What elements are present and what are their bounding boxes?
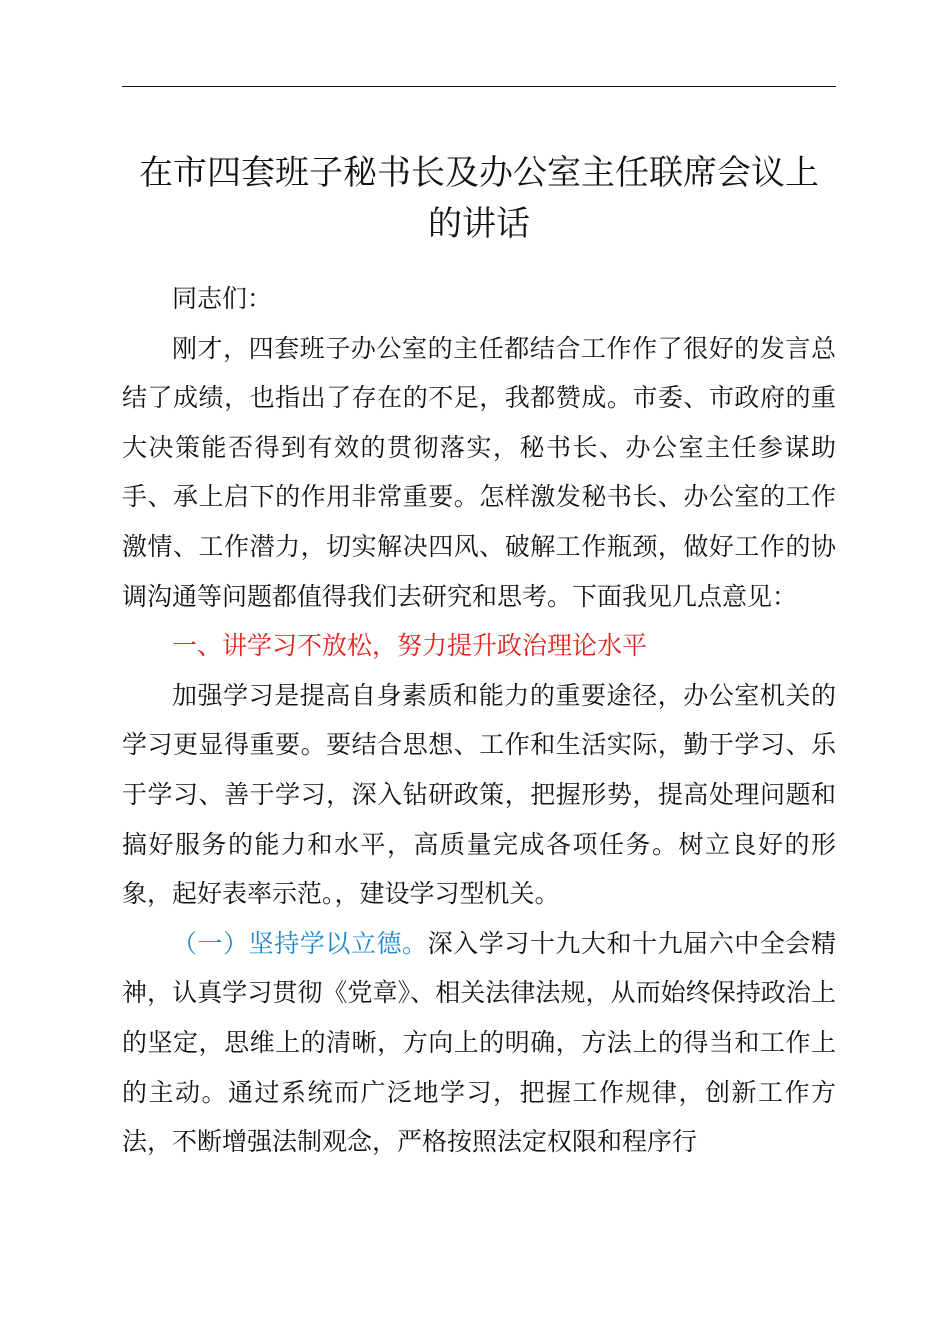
document-title — [122, 148, 836, 250]
paragraph-learning: 加强学习是提高自身素质和能力的重要途径，办公室机关的学习更显得重要。要结合思想、工作和生活实际，勤于学习、乐于学习、善于学习，深入钻研政策，把握形势，提高处理问题和搞好服务的能力和水平，高质量完成各项任务。树立良好的形象，起好表率示范。，建设学习型机关。 — [122, 680, 836, 909]
greeting: 同志们： — [172, 284, 273, 313]
subsection-lead-1: （一）坚持学以立德。 — [172, 928, 428, 958]
subsection-text-1: 深入学习十九大和十九届六中全会精神，认真学习贯彻《党章》、相关法律法规，从而始终保持政治上的坚定，思维上的清晰，方向上的明确，方法上的得当和工作上的主动。通过系统而广泛地学习，把握工作规律，创新工作方法，不断增强法制观念，严格按照法定权限和程序行 — [122, 928, 836, 1157]
paragraph-intro: 刚才，四套班子办公室的主任都结合工作作了很好的发言总结了成绩，也指出了存在的不足，我都赞成。市委、市政府的重大决策能否得到有效的贯彻落实，秘书长、办公室主任参谋助手、承上启下的作用非常重要。怎样激发秘书长、办公室的工作激情、工作潜力，切实解决四风、破解工作瓶颈，做好工作的协调沟通等问题都值得我们去研究和思考。下面我见几点意见： — [122, 333, 836, 611]
title-line-1: 在市四套班子秘书长及办公室主任联席会议上 — [139, 153, 819, 193]
section-heading-1: 一、讲学习不放松，努力提升政治理论水平 — [172, 631, 648, 661]
paragraph-subsection-1 — [122, 919, 836, 1167]
title-line-2: 的讲话 — [428, 204, 530, 244]
header-rule — [122, 86, 836, 87]
document-body — [122, 274, 836, 1167]
